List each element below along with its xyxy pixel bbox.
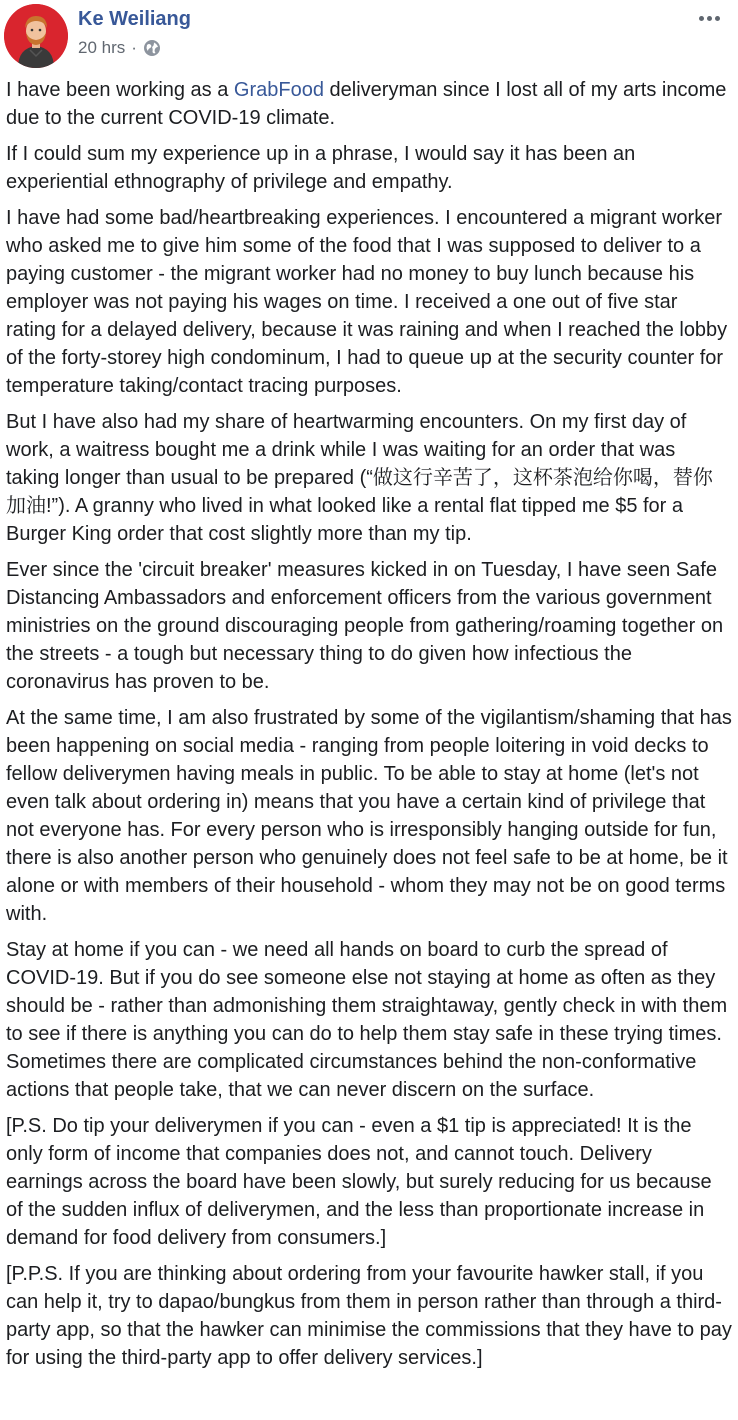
more-options-icon[interactable]: [694, 6, 724, 30]
paragraph-6: At the same time, I am also frustrated by some of the vigilantism/shaming that has been happening on social media - ranging from people loitering in void decks to fellow deliverymen having meals in public. To be able to stay at home (let's not even talk about ordering in) means that you have a certain kind of privilege that not everyone has. For every person who is irresponsibly hanging outside for fun, there is also another person who genuinely does not feel safe to be at home, be it alone or with members of their household - whom they may not be on good terms with.: [6, 707, 732, 925]
paragraph-4: But I have also had my share of heartwarming encounters. On my first day of work, a waitress bought me a drink while I was waiting for an order that was taking longer than usual to be prepared (“做这行辛苦了，这杯茶泡给你喝，替你加油!”). A granny who lived in what looked like a rental flat tipped me $5 for a Burger King order that cost slightly more than my tip.: [6, 411, 713, 545]
post-header: [4, 4, 734, 68]
post-timestamp[interactable]: 20 hrs: [78, 38, 126, 57]
paragraph-8: [P.S. Do tip your deliverymen if you can - even a $1 tip is appreciated! It is the only form of income that companies does not, and cannot touch. Delivery earnings across the board have been slowly, but surely reducing for us because of the sudden influx of deliverymen, and the less than proportionate increase in demand for food delivery from consumers.]: [6, 1115, 712, 1249]
paragraph-9: [P.P.S. If you are thinking about ordering from your favourite hawker stall, if you can help it, try to dapao/bungkus from them in person rather than through a third-party app, so that the hawker can minimise the commissions that they have to pay for using the third-party app to offer delivery services.]: [6, 1263, 732, 1369]
grabfood-link[interactable]: GrabFood: [233, 79, 324, 101]
avatar-illustration: [4, 4, 68, 68]
paragraph-3: I have had some bad/heartbreaking experiences. I encountered a migrant worker who asked me to give him some of the food that I was supposed to deliver to a paying customer - the migrant worker had no money to buy lunch because his employer was not paying his wages on time. I received a one out of five star rating for a delayed delivery, because it was raining and when I reached the lobby of the forty-storey high condominum, I had to queue up at the security counter for temperature taking/contact tracing purposes.: [6, 207, 728, 397]
paragraph-2: If I could sum my experience up in a phrase, I would say it has been an experiential ethnography of privilege and empathy.: [6, 143, 636, 193]
paragraph-5: Ever since the 'circuit breaker' measures kicked in on Tuesday, I have seen Safe Distancing Ambassadors and enforcement officers from the various government ministries on the ground discouraging people from gathering/roaming together on the streets - a tough but necessary thing to do given how infectious the coronavirus has proven to be.: [6, 559, 724, 693]
author-name[interactable]: Ke Weiliang: [78, 8, 191, 30]
post-body: [6, 76, 732, 1380]
paragraph-1: I have been working as a GrabFood deliveryman since I lost all of my arts income due to the current COVID-19 climate.: [6, 79, 727, 129]
avatar[interactable]: [4, 4, 68, 68]
paragraph-7: Stay at home if you can - we need all hands on board to curb the spread of COVID-19. But if you do see someone else not staying at home as often as they should be - rather than admonishing them straightaway, gently check in with them to see if there is anything you can do to help them stay safe in these trying times. Sometimes there are complicated circumstances behind the non-conformative actions that people take, that we can never discern on the surface.: [6, 939, 728, 1101]
globe-icon[interactable]: [143, 39, 161, 57]
post-meta: [78, 38, 161, 58]
meta-separator: ·: [131, 38, 137, 57]
